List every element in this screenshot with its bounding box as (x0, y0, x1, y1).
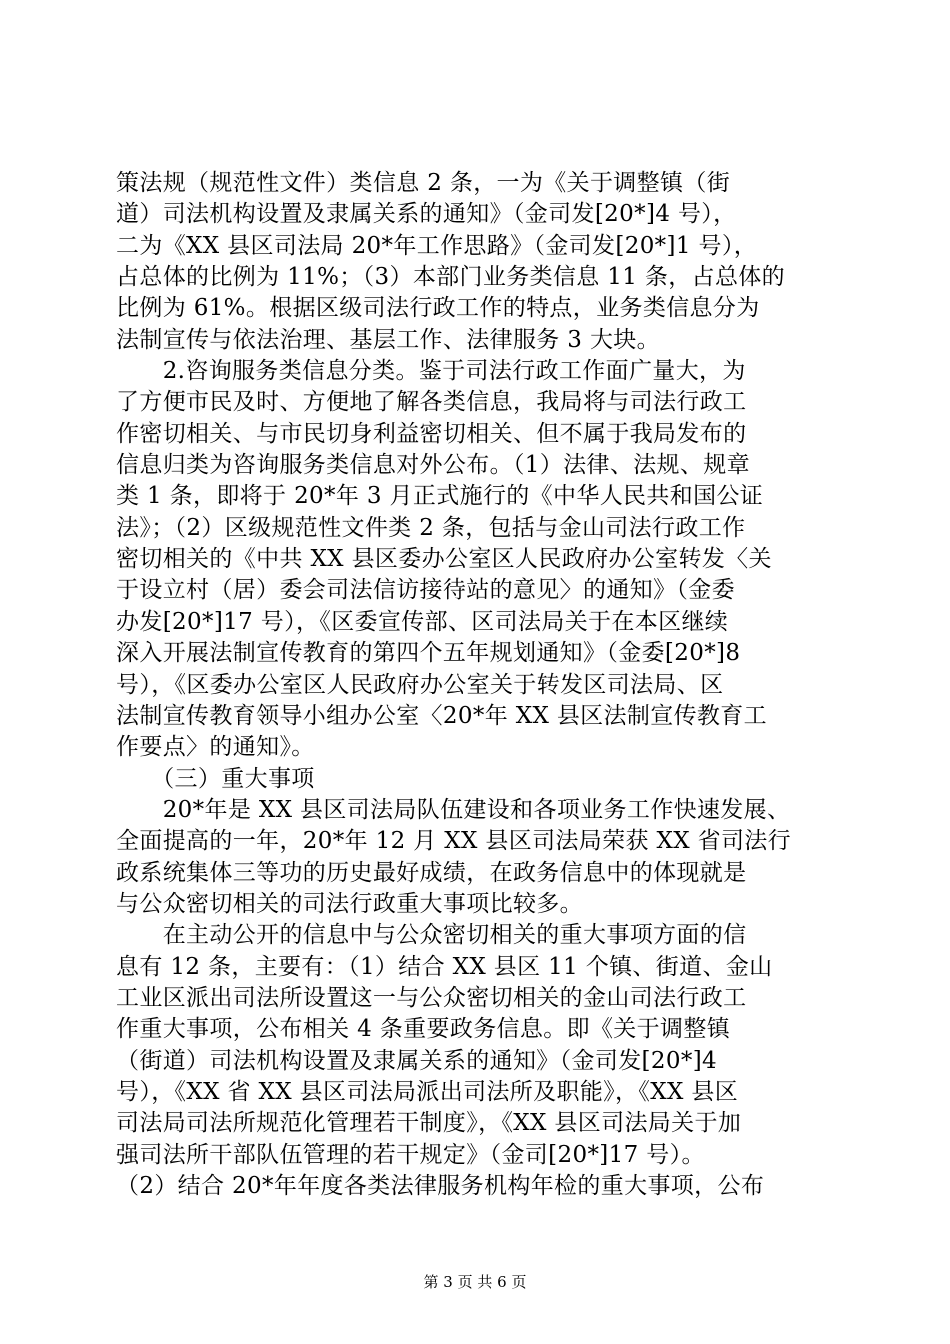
section-heading: （三）重大事项 (116, 765, 315, 792)
text-line: 强司法所干部队伍管理的若干规定》（金司[20*]17 号）。 (116, 1141, 705, 1168)
text-line: 与公众密切相关的司法行政重大事项比较多。 (116, 890, 583, 917)
text-line: 政系统集体三等功的历史最好成绩，在政务信息中的体现就是 (116, 859, 747, 886)
text-line: 2.咨询服务类信息分类。鉴于司法行政工作面广量大，为 (116, 358, 746, 385)
text-line: （2）结合 20*年年度各类法律服务机构年检的重大事项，公布 (116, 1173, 765, 1199)
document-body (116, 168, 836, 1202)
text-line: 占总体的比例为 11%；（3）本部门业务类信息 11 条，占总体的 (116, 264, 786, 291)
page-number: 第 3 页 共 6 页 (423, 1273, 527, 1291)
text-line: 作要点〉的通知》。 (116, 734, 315, 761)
text-line: 息有 12 条，主要有：（1）结合 XX 县区 11 个镇、街道、金山 (116, 953, 773, 980)
text-line: 法制宣传教育领导小组办公室〈20*年 XX 县区法制宣传教育工 (116, 702, 767, 729)
text-line: 20*年是 XX 县区司法局队伍建设和各项业务工作快速发展、 (116, 796, 791, 823)
text-line: 法制宣传与依法治理、基层工作、法律服务 3 大块。 (116, 326, 661, 353)
text-line: 作重大事项，公布相关 4 条重要政务信息。即《关于调整镇 (116, 1016, 731, 1043)
text-line: 在主动公开的信息中与公众密切相关的重大事项方面的信 (116, 922, 747, 949)
page-footer (0, 1272, 950, 1292)
text-line: 工业区派出司法所设置这一与公众密切相关的金山司法行政工 (116, 984, 747, 1011)
text-line: 策法规（规范性文件）类信息 2 条，一为《关于调整镇（街 (116, 170, 731, 196)
text-line: 密切相关的《中共 XX 县区委办公室区人民政府办公室转发〈关 (116, 546, 772, 573)
text-line: 办发[20*]17 号），《区委宣传部、区司法局关于在本区继续 (116, 608, 729, 635)
text-line: 法》；（2）区级规范性文件类 2 条，包括与金山司法行政工作 (116, 514, 746, 541)
text-line: 类 1 条，即将于 20*年 3 月正式施行的《中华人民共和国公证 (116, 483, 764, 510)
text-line: 作密切相关、与市民切身利益密切相关、但不属于我局发布的 (116, 420, 747, 447)
text-line: （街道）司法机构设置及隶属关系的通知》（金司发[20*]4 (116, 1047, 717, 1074)
text-line: 了方便市民及时、方便地了解各类信息，我局将与司法行政工 (116, 389, 747, 416)
text-line: 深入开展法制宣传教育的第四个五年规划通知》（金委[20*]8 (116, 640, 741, 667)
text-line: 比例为 61%。根据区级司法行政工作的特点，业务类信息分为 (116, 295, 760, 322)
text-line: 司法局司法所规范化管理若干制度》，《XX 县区司法局关于加 (116, 1110, 742, 1137)
text-line: 于设立村（居）委会司法信访接待站的意见〉的通知》（金委 (116, 577, 735, 604)
text-line: 道）司法机构设置及隶属关系的通知》（金司发[20*]4 号）， (116, 201, 737, 228)
text-line: 信息归类为咨询服务类信息对外公布。（1）法律、法规、规章 (116, 452, 750, 479)
text-line: 号），《区委办公室区人民政府办公室关于转发区司法局、区 (116, 671, 724, 698)
text-line: 号），《XX 省 XX 县区司法局派出司法所及职能》，《XX 县区 (116, 1078, 739, 1105)
text-line: 二为《XX 县区司法局 20*年工作思路》（金司发[20*]1 号）， (116, 232, 758, 259)
text-line: 全面提高的一年，20*年 12 月 XX 县区司法局荣获 XX 省司法行 (116, 828, 791, 855)
